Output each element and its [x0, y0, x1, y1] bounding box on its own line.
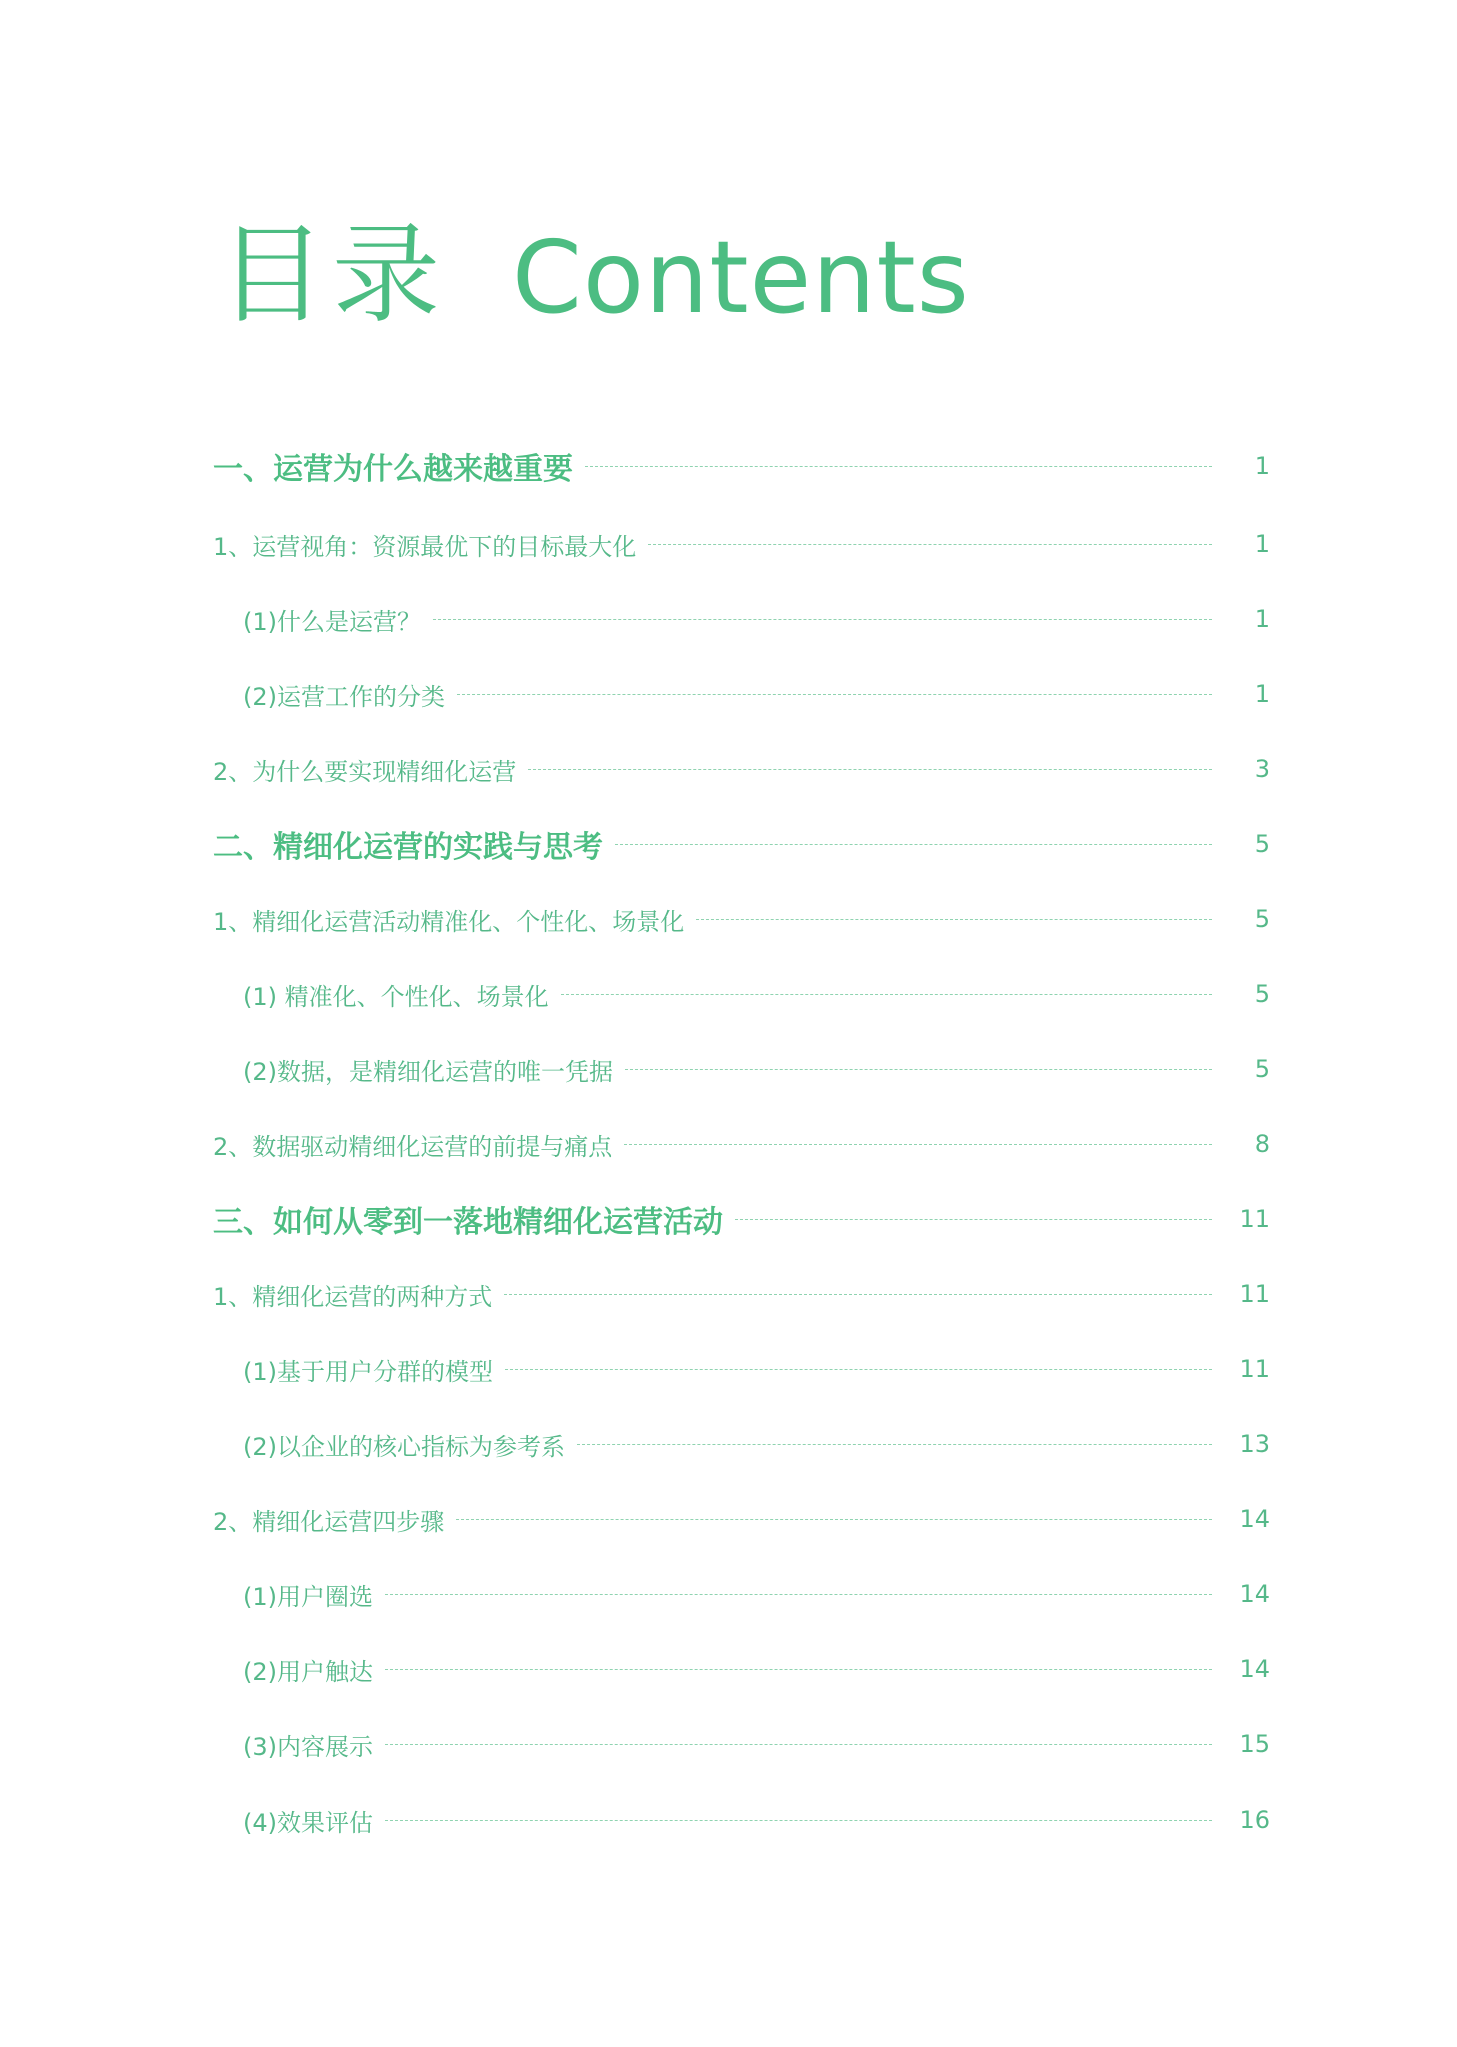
toc-entry-1-1-2[interactable] [243, 672, 1270, 716]
toc-entry-3-2-4[interactable] [243, 1798, 1270, 1842]
toc-entry-label: 三、如何从零到一落地精细化运营活动 [213, 1205, 723, 1240]
toc-dotted-leader [457, 694, 1212, 695]
toc-page-number: 8 [1254, 1130, 1270, 1158]
toc-entry-1-1[interactable] [213, 522, 1270, 566]
toc-page-number: 14 [1239, 1580, 1270, 1608]
toc-dotted-leader [456, 1519, 1212, 1520]
toc-dotted-leader [735, 1219, 1212, 1220]
toc-entry-label: 2、精细化运营四步骤 [213, 1507, 445, 1536]
toc-page-number: 5 [1254, 830, 1270, 858]
toc-page-number: 5 [1254, 1055, 1270, 1083]
toc-entry-2-2[interactable] [213, 1122, 1270, 1166]
toc-entry-3-1-1[interactable] [243, 1347, 1270, 1391]
toc-dotted-leader [528, 769, 1212, 770]
toc-entry-3-2-2[interactable] [243, 1647, 1270, 1691]
toc-page-number: 11 [1239, 1355, 1270, 1383]
toc-dotted-leader [385, 1820, 1212, 1821]
toc-page-number: 1 [1254, 605, 1270, 633]
toc-page-number: 13 [1239, 1430, 1270, 1458]
toc-dotted-leader [696, 919, 1212, 920]
toc-entry-3-2[interactable] [213, 1497, 1270, 1541]
toc-dotted-leader [385, 1744, 1212, 1745]
toc-entry-1-1-1[interactable] [243, 597, 1270, 641]
toc-entry-label: (2)数据，是精细化运营的唯一凭据 [243, 1057, 613, 1086]
toc-dotted-leader [615, 844, 1212, 845]
toc-entry-3-2-1[interactable] [243, 1572, 1270, 1616]
toc-dotted-leader [385, 1669, 1212, 1670]
toc-entry-label: (1)基于用户分群的模型 [243, 1357, 493, 1386]
toc-page-number: 3 [1254, 755, 1270, 783]
toc-entry-label: 1、精细化运营活动精准化、个性化、场景化 [213, 907, 685, 936]
toc-dotted-leader [585, 466, 1212, 467]
toc-dotted-leader [561, 994, 1212, 995]
title-chinese: 目录 [218, 213, 447, 338]
toc-entry-label: (1)用户圈选 [243, 1582, 373, 1611]
toc-entry-section-2[interactable] [213, 822, 1270, 866]
toc-dotted-leader [624, 1144, 1212, 1145]
toc-dotted-leader [577, 1444, 1212, 1445]
toc-page-number: 14 [1239, 1505, 1270, 1533]
toc-page-number: 1 [1254, 530, 1270, 558]
toc-page-number: 1 [1254, 452, 1270, 480]
toc-dotted-leader [648, 544, 1212, 545]
toc-page-number: 14 [1239, 1655, 1270, 1683]
toc-entry-label: (3)内容展示 [243, 1732, 373, 1761]
toc-dotted-leader [625, 1069, 1212, 1070]
toc-dotted-leader [504, 1294, 1212, 1295]
toc-entry-label: (2)以企业的核心指标为参考系 [243, 1432, 565, 1461]
toc-entry-label: (2)运营工作的分类 [243, 682, 445, 711]
toc-dotted-leader [385, 1594, 1212, 1595]
toc-entry-label: 二、精细化运营的实践与思考 [213, 830, 603, 865]
toc-entry-label: (1)什么是运营？ [243, 607, 421, 636]
toc-entry-label: 2、数据驱动精细化运营的前提与痛点 [213, 1132, 613, 1161]
toc-page-number: 11 [1239, 1205, 1270, 1233]
toc-entry-section-1[interactable] [213, 444, 1270, 488]
toc-page-number: 5 [1254, 905, 1270, 933]
toc-page-number: 1 [1254, 680, 1270, 708]
toc-entry-3-1-2[interactable] [243, 1422, 1270, 1466]
toc-entry-label: (2)用户触达 [243, 1657, 373, 1686]
toc-entry-label: 1、精细化运营的两种方式 [213, 1282, 493, 1311]
toc-entry-2-1-2[interactable] [243, 1047, 1270, 1091]
toc-entry-3-1[interactable] [213, 1272, 1270, 1316]
toc-entry-2-1-1[interactable] [243, 972, 1270, 1016]
toc-page-number: 5 [1254, 980, 1270, 1008]
toc-dotted-leader [433, 619, 1212, 620]
title-english: Contents [512, 219, 970, 336]
toc-entry-label: 一、运营为什么越来越重要 [213, 452, 573, 487]
toc-entry-label: (4)效果评估 [243, 1808, 373, 1837]
toc-entry-label: 2、为什么要实现精细化运营 [213, 757, 517, 786]
toc-entry-label: 1、运营视角：资源最优下的目标最大化 [213, 532, 637, 561]
toc-page-number: 11 [1239, 1280, 1270, 1308]
toc-page-number: 16 [1239, 1806, 1270, 1834]
toc-entry-3-2-3[interactable] [243, 1722, 1270, 1766]
toc-entry-label: (1) 精准化、个性化、场景化 [243, 982, 549, 1011]
toc-entry-2-1[interactable] [213, 897, 1270, 941]
toc-dotted-leader [505, 1369, 1212, 1370]
toc-page-number: 15 [1239, 1730, 1270, 1758]
toc-entry-1-2[interactable] [213, 747, 1270, 791]
toc-entry-section-3[interactable] [213, 1197, 1270, 1241]
